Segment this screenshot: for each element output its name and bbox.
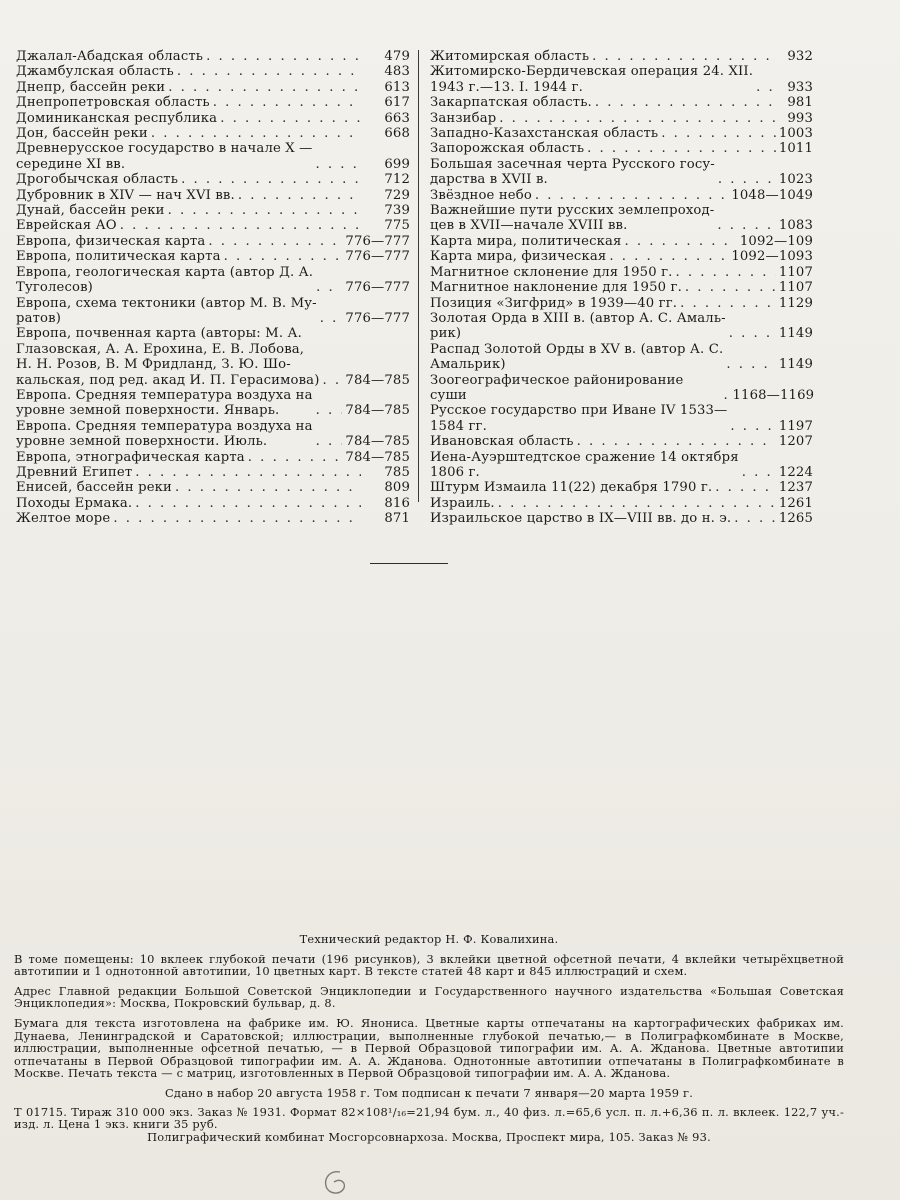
entry-pages: 1107	[778, 280, 813, 296]
entry-title: Израильское царство в IX—VIII вв. до н. э.	[430, 511, 732, 527]
entry-pages: 1003	[778, 126, 813, 142]
entry-title: Европа, геологическая карта (автор Д. А. Туголесов)	[16, 264, 314, 296]
entry-title: Днепропетровская область	[16, 95, 210, 111]
index-left-entry	[16, 388, 414, 419]
entry-pages: 699	[384, 156, 410, 172]
entry-pages: 816	[384, 495, 410, 511]
entry-title: Занзибар	[430, 110, 497, 126]
entry-pages: 712	[384, 172, 410, 188]
entry-pages: 729	[384, 187, 410, 203]
index-left-entry	[16, 95, 414, 110]
entry-title: Русское государство при Иване IV 1533— 1584 гг.	[430, 403, 728, 434]
entry-title: Дубровник в XIV — нач XVI вв.	[16, 187, 235, 203]
entry-title: Енисей, бассейн реки	[16, 480, 172, 496]
entry-pages: 776—777	[345, 280, 410, 296]
entry-title: Древнерусское государство в начале X — середине XI вв.	[16, 141, 313, 172]
entry-title: Большая засечная черта Русского госу- дарства в XVII в.	[430, 156, 715, 188]
dot-leader	[718, 172, 776, 187]
dot-leader	[499, 111, 776, 126]
entry-title: Карта мира, физическая	[430, 249, 607, 265]
entry-pages: 1149	[778, 326, 813, 342]
entry-title: Израиль.	[430, 495, 495, 511]
index-right-entry	[430, 188, 813, 203]
index-left-entry	[16, 80, 414, 95]
entry-pages: 1129	[778, 295, 813, 311]
entry-pages: 1237	[778, 480, 813, 496]
entry-pages: 1224	[778, 464, 813, 480]
entry-pages: 479	[384, 49, 410, 64]
dot-leader	[715, 480, 776, 495]
entry-pages: 981	[787, 95, 813, 111]
entry-pages: 1023	[778, 172, 813, 188]
index-left-entry	[16, 203, 414, 218]
dot-leader	[577, 434, 776, 449]
dot-leader	[625, 234, 737, 249]
entry-title: Походы Ермака.	[16, 495, 133, 511]
dot-leader	[680, 296, 776, 311]
index-left-entry	[16, 496, 414, 511]
entry-title: Желтое море	[16, 511, 111, 527]
dot-leader	[661, 126, 776, 141]
entry-pages: 1265	[778, 511, 813, 527]
index-left-entry	[16, 234, 414, 249]
entry-title: Еврейская АО	[16, 218, 117, 234]
index-right-entry	[430, 126, 813, 141]
entry-pages: 668	[384, 126, 410, 142]
entry-pages: 1107	[778, 264, 813, 280]
index-left-entry	[16, 188, 414, 203]
dot-leader	[742, 465, 776, 480]
entry-title: Закарпатская область.	[430, 95, 592, 111]
entry-title: Штурм Измаила 11(22) декабря 1790 г.	[430, 480, 713, 496]
index-left-entry	[16, 141, 414, 172]
entry-title: Звёздное небо	[430, 187, 532, 203]
entry-pages: 1048—1049	[731, 187, 813, 203]
entry-pages: 483	[384, 64, 410, 80]
dot-leader	[595, 95, 776, 110]
entry-title: Джалал-Абадская область	[16, 49, 204, 64]
entry-title: Важнейшие пути русских землепроход- цев в XVII—начале XVIII вв.	[430, 203, 715, 234]
dot-leader	[730, 419, 775, 434]
index-right-entry	[430, 311, 813, 342]
index-left-entry	[16, 450, 414, 465]
entry-title: Дрогобычская область	[16, 172, 179, 188]
entry-pages: 784—785	[345, 449, 410, 465]
dot-leader	[168, 203, 361, 218]
index-right-entry	[430, 203, 813, 234]
entry-title: Магнитное склонение для 1950 г.	[430, 264, 673, 280]
entry-title: Запорожская область	[430, 141, 585, 157]
dot-leader	[220, 111, 361, 126]
entry-pages: 776—777	[345, 233, 410, 249]
index-right-entry	[430, 141, 813, 156]
dot-leader	[206, 49, 361, 64]
dot-leader	[120, 218, 361, 233]
entry-title: Дон, бассейн реки	[16, 126, 148, 142]
entry-pages: 933	[787, 79, 813, 95]
dot-leader	[587, 141, 776, 156]
dot-leader	[168, 80, 361, 95]
index-right-entry	[430, 265, 813, 280]
index-right-entry	[430, 157, 813, 188]
entry-pages: 776—777	[345, 310, 410, 326]
map-index-right-column	[430, 49, 813, 527]
dot-leader	[238, 188, 361, 203]
index-left-entry	[16, 249, 414, 264]
entry-pages: 871	[384, 511, 410, 527]
index-left-entry	[16, 296, 414, 327]
dot-leader	[685, 280, 776, 295]
entry-title: Магнитное наклонение для 1950 г.	[430, 280, 682, 296]
dot-leader	[248, 450, 343, 465]
entry-pages: 617	[384, 95, 410, 111]
index-right-entry	[430, 234, 813, 249]
entry-pages: 613	[384, 79, 410, 95]
index-left-entry	[16, 126, 414, 141]
index-left-entry	[16, 511, 414, 526]
dot-leader	[208, 234, 342, 249]
entry-pages: 784—785	[345, 403, 410, 419]
index-right-entry	[430, 403, 813, 434]
entry-pages: 739	[384, 203, 410, 219]
entry-pages: 1149	[778, 357, 813, 373]
index-right-entry	[430, 249, 813, 264]
dot-leader	[177, 64, 361, 79]
dot-leader	[316, 403, 343, 418]
entry-pages: 1092—1093	[731, 249, 813, 265]
dot-leader	[315, 157, 361, 172]
dot-leader	[729, 326, 776, 341]
entry-title: Зоогеографическое районирование суши	[430, 372, 684, 403]
entry-title: Золотая Орда в XIII в. (автор А. С. Амаль- рик)	[430, 310, 726, 342]
dates-line: Сдано в набор 20 августа 1958 г. Том подписан к печати 7 января—20 марта 1959 г.	[164, 1085, 694, 1100]
index-right-entry	[430, 373, 813, 404]
dot-leader	[135, 465, 361, 480]
contents-note: В томе помещены: 10 вклеек глубокой печати (196 рисунков), 3 вклейки цветной офсетной печати, 4 вклейки четырёхцветной автотипии и 1 однотонной автотипии, 10 цветных карт. В тексте статей 48 карт и 845 иллюстраций и схем.	[14, 951, 844, 979]
editorial-address: Адрес Главной редакции Большой Советской Энциклопедии и Государственного научного издательства «Большая Советская Энциклопедия»: Москва, Покровский бульвар, д. 8.	[14, 983, 844, 1011]
entry-title: Иена-Ауэрштедтское сражение 14 октября 1806 г.	[430, 449, 739, 480]
pencil-annotation-mark	[318, 1168, 352, 1198]
index-left-entry	[16, 218, 414, 233]
index-left-entry	[16, 111, 414, 126]
entry-pages: 776—777	[345, 249, 410, 265]
section-rule	[370, 563, 448, 564]
entry-title: Джамбулская область	[16, 64, 174, 80]
entry-title: Европа, политическая карта	[16, 249, 221, 265]
entry-pages: 1083	[778, 218, 813, 234]
dot-leader	[717, 218, 775, 233]
dot-leader	[726, 357, 776, 372]
index-left-entry	[16, 64, 414, 79]
dot-leader	[316, 434, 343, 449]
entry-title: Житомирская область	[430, 49, 590, 64]
entry-title: Распад Золотой Орды в XV в. (автор А. С. Амальрик)	[430, 341, 724, 373]
entry-title: Древний Египет	[16, 464, 133, 480]
entry-pages: 932	[787, 49, 813, 64]
index-left-entry	[16, 172, 414, 187]
entry-title: Карта мира, политическая	[430, 233, 622, 249]
entry-pages: 1207	[778, 434, 813, 450]
dot-leader	[175, 480, 361, 495]
entry-pages: 1197	[778, 418, 813, 434]
index-right-entry	[430, 450, 813, 481]
entry-pages: 809	[384, 480, 410, 496]
index-right-entry	[430, 49, 813, 64]
dot-leader	[213, 95, 361, 110]
entry-pages: 784—785	[345, 372, 410, 388]
index-left-entry	[16, 326, 414, 388]
dot-leader	[113, 511, 361, 526]
dot-leader	[323, 373, 343, 388]
dot-leader	[498, 496, 776, 511]
entry-pages: 1261	[778, 495, 813, 511]
dot-leader	[181, 172, 361, 187]
index-right-entry	[430, 511, 813, 526]
index-right-entry	[430, 64, 813, 95]
dot-leader	[316, 280, 342, 295]
entry-title: Житомирско-Бердичевская операция 24. XII. 1943 г.—13. I. 1944 г.	[430, 64, 754, 95]
tech-editor-line: Технический редактор Н. Ф. Ковалихина.	[299, 932, 559, 946]
dot-leader	[592, 49, 776, 64]
index-left-entry	[16, 419, 414, 450]
index-right-entry	[430, 95, 813, 110]
printer-line: Полиграфический комбинат Мосгорсовнархоза. Москва, Проспект мира, 105. Заказ № 93.	[147, 1129, 711, 1144]
entry-title: Европа. Средняя температура воздуха на уровне земной поверхности. Июль.	[16, 418, 313, 450]
print-run-line: Т 01715. Тираж 310 000 экз. Заказ № 1931. Формат 82×108¹/₁₆=21,94 бум. л., 40 физ. л.=65,6 усл. п. л.+6,36 п. л. вклеек. 122,7 уч.-изд. л. Цена 1 экз. книги 35 руб.	[14, 1104, 844, 1132]
entry-title: Европа, почвенная карта (авторы: М. А. Глазовская, А. А. Ерохина, Е. В. Лобова, Н. Н. Розов, В. М Фридланд, З. Ю. Шо- кальская, под ред. акад И. П. Герасимова)	[16, 326, 320, 388]
entry-title: Европа, этнографическая карта	[16, 449, 245, 465]
entry-pages: 1168—1169	[732, 387, 815, 403]
index-left-entry	[16, 465, 414, 480]
imprint-block	[14, 933, 844, 1150]
index-right-entry	[430, 434, 813, 449]
index-right-entry	[430, 111, 813, 126]
index-right-entry	[430, 280, 813, 295]
dot-leader	[320, 311, 343, 326]
entry-pages: 775	[384, 218, 410, 234]
entry-title: Европа. Средняя температура воздуха на уровне земной поверхности. Январь.	[16, 387, 313, 419]
dot-leader	[224, 249, 343, 264]
entry-title: Европа, физическая карта	[16, 233, 206, 249]
index-left-entry	[16, 265, 414, 296]
entry-title: Днепр, бассейн реки	[16, 79, 166, 95]
index-right-entry	[430, 496, 813, 511]
entry-title: Западно-Казахстанская область	[430, 126, 659, 142]
entry-title: Европа, схема тектоники (автор М. В. Му- ратов)	[16, 295, 317, 326]
dot-leader	[734, 511, 776, 526]
dot-leader	[676, 265, 776, 280]
entry-pages: 1011	[778, 141, 813, 157]
index-right-entry	[430, 480, 813, 495]
entry-title: Дунай, бассейн реки	[16, 203, 165, 219]
entry-pages: 1092—109	[739, 233, 813, 249]
entry-pages: 785	[384, 464, 410, 480]
column-divider	[418, 50, 419, 502]
dot-leader	[609, 249, 728, 264]
index-left-entry	[16, 49, 414, 64]
dot-leader	[535, 188, 728, 203]
index-left-entry	[16, 480, 414, 495]
printing-note: Бумага для текста изготовлена на фабрике им. Ю. Янониса. Цветные карты отпечатаны на картографических фабриках им. Дунаева, Ленинградской и Саратовской; иллюстрации, выполненные глубокой печатью,— в Полиграфкомбинате в Москве, иллюстрации, выполненные офсетной печатью, — в Первой Образцовой типографии им. А. А. Жданова. Цветные автотипии отпечатаны в Первой Образцовой типографии им. А. А. Жданова. Однотонные автотипии отпечатаны в Полиграфкомбинате в Москве. Печать текста — с матриц, изготовленных в Первой Образцовой типографии им. А. А. Жданова.	[14, 1015, 844, 1081]
dot-leader	[723, 388, 729, 403]
entry-title: Доминиканская республика	[16, 110, 218, 126]
entry-pages: 993	[787, 110, 813, 126]
dot-leader	[135, 496, 361, 511]
entry-title: Ивановская область	[430, 434, 574, 450]
map-index-left-column	[16, 49, 414, 527]
dot-leader	[756, 80, 776, 95]
index-right-entry	[430, 342, 813, 373]
index-right-entry	[430, 296, 813, 311]
entry-pages: 663	[384, 110, 410, 126]
entry-pages: 784—785	[345, 434, 410, 450]
entry-title: Позиция «Зигфрид» в 1939—40 гг.	[430, 295, 678, 311]
dot-leader	[151, 126, 361, 141]
